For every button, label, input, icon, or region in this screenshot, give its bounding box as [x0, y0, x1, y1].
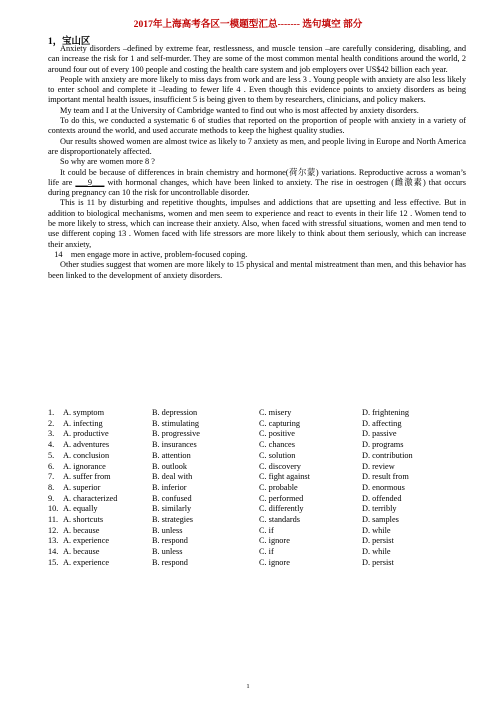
question-number: 5. [48, 450, 55, 460]
option-b: B. attention [152, 450, 191, 460]
option-d: D. terribly [362, 504, 397, 514]
option-c: C. chances [259, 440, 295, 450]
section-heading: 1，宝山区 [48, 37, 91, 47]
option-row [48, 440, 468, 451]
question-number: 14. [48, 547, 59, 557]
option-d: D. affecting [362, 418, 402, 428]
option-row [48, 429, 468, 440]
option-c: C. misery [259, 408, 292, 417]
question-number: 4. [48, 440, 55, 450]
question-number: 10. [48, 504, 59, 514]
option-row [48, 472, 468, 483]
option-b: B. similarly [152, 504, 192, 514]
option-c: C. ignore [259, 557, 290, 567]
paragraph-3: My team and I at the University of Cambridge wanted to find out who is most affected by anxiety disorders. [60, 105, 419, 115]
option-a: A. productive [63, 429, 109, 439]
option-c: C. if [259, 547, 274, 557]
option-row [48, 483, 468, 494]
option-b: B. insurances [152, 440, 197, 450]
option-b: B. unless [152, 547, 183, 557]
option-d: D. while [362, 547, 391, 557]
option-d: D. offended [362, 493, 402, 503]
option-d: D. persist [362, 536, 394, 546]
option-d: D. enormous [362, 482, 405, 492]
question-number: 1. [48, 408, 55, 417]
option-a: A. infecting [63, 418, 103, 428]
option-c: C. standards [259, 515, 301, 525]
paragraph-7-text: It could be because of differences in brain chemistry and hormone(荷尔蒙) variations. Reproductive across a woman’s life are [48, 167, 466, 187]
paragraph-10: Other studies suggest that women are more likely to 15 physical and mental mistreatment than men, and this behavior has been linked to the development of anxiety disorders. [48, 260, 466, 280]
option-a: A. adventures [63, 440, 110, 450]
question-number: 15. [48, 557, 59, 567]
blank-14: 14 [54, 249, 63, 259]
question-number: 3. [48, 429, 55, 439]
answer-options [48, 408, 468, 569]
option-row [48, 558, 468, 569]
option-b: B. progressive [152, 429, 200, 439]
paragraph-6: So why are women more 8 ? [60, 157, 155, 167]
option-b: B. stimulating [152, 418, 200, 428]
option-c: C. differently [259, 504, 304, 514]
option-row [48, 462, 468, 473]
option-row [48, 536, 468, 547]
paragraph-7 [48, 168, 466, 199]
option-row [48, 494, 468, 505]
question-number: 2. [48, 418, 55, 428]
document-title: 2017年上海高考各区一模题型汇总------- 选句填空 部分 [133, 19, 363, 30]
option-a: A. because [63, 525, 100, 535]
option-c: C. positive [259, 429, 295, 439]
option-a: A. superior [63, 482, 101, 492]
option-b: B. respond [152, 557, 188, 567]
paragraph-8: This is 11 by disturbing and repetitive thoughts, impulses and addictions that are upsetting and less effective. But in addition to biological mechanisms, women and men seem to experience and react to events in their life 12 . Women tend to be more likely to stress, which can increase their anxiety. Also, when faced with stressful situations, women and men tend to use different coping 13 . Women faced with life stressors are more likely to think about them seriously, which can increase their anxiety, [48, 198, 466, 249]
option-row [48, 515, 468, 526]
option-b: B. unless [152, 525, 183, 535]
option-b: B. strategies [152, 515, 194, 525]
option-c: C. if [259, 525, 274, 535]
option-a: A. because [63, 547, 100, 557]
option-a: A. shortcuts [63, 515, 104, 525]
cloze-passage [48, 44, 466, 281]
paragraph-9-text: men engage more in active, problem-focused coping. [70, 249, 248, 259]
option-d: D. persist [362, 557, 394, 567]
question-number: 11. [48, 515, 59, 525]
option-c: C. solution [259, 450, 296, 460]
option-a: A. suffer from [63, 472, 111, 482]
option-c: C. capturing [259, 418, 301, 428]
option-c: C. probable [259, 482, 298, 492]
option-c: C. ignore [259, 536, 290, 546]
option-a: A. experience [63, 557, 110, 567]
option-c: C. performed [259, 493, 304, 503]
question-number: 12. [48, 525, 59, 535]
option-b: B. deal with [152, 472, 193, 482]
option-a: A. symptom [63, 408, 105, 417]
paragraph-4: To do this, we conducted a systematic 6 of studies that reported on the proportion of people with anxiety in a variety of contexts around the world, and used accurate methods to keep the highest quality studies. [48, 116, 466, 136]
option-d: D. result from [362, 472, 409, 482]
option-row [48, 547, 468, 558]
option-d: D. programs [362, 440, 404, 450]
page-number: 1 [246, 683, 250, 690]
question-number: 8. [48, 482, 55, 492]
paragraph-7-cont: with hormonal changes, which have been linked to anxiety. The rise in oestrogen (雌激素) that occurs during pregnancy can 10 the risk for uncontrollable disorder. [48, 177, 466, 198]
option-b: B. outlook [152, 461, 188, 471]
option-b: B. confused [152, 493, 192, 503]
question-number: 13. [48, 536, 59, 546]
paragraph-2: People with anxiety are more likely to miss days from work and are less 3 . Young people with anxiety are also less likely to enter school and complete it –leading to fewer life 4 . Even though this evidence points to anxiety disorders as being important mental health issues, insufficient 5 is being given to them by researchers, clinicians, and policy makers. [48, 74, 466, 105]
option-d: D. passive [362, 429, 397, 439]
option-row [48, 419, 468, 430]
option-c: C. fight against [259, 472, 310, 482]
question-number: 6. [48, 461, 55, 471]
option-d: D. review [362, 461, 395, 471]
paragraph-1: Anxiety disorders –defined by extreme fear, restlessness, and muscle tension –are carefully considering, disabling, and can increase the risk for 1 and self-murder. They are some of the most common mental health conditions around the world, 2 around four out of every 100 people and costing the health care system and job employers over US$42 billion each year. [48, 44, 466, 74]
option-a: A. equally [63, 504, 98, 514]
blank-9: ___9___ [75, 177, 105, 187]
option-d: D. samples [362, 515, 399, 525]
paragraph-5: Our results showed women are almost twice as likely to 7 anxiety as men, and people living in Europe and North America are disproportionately affected. [48, 136, 466, 156]
option-d: D. frightening [362, 408, 410, 417]
option-d: D. contribution [362, 450, 413, 460]
paragraph-9 [48, 250, 466, 260]
question-number: 9. [48, 493, 55, 503]
option-row [48, 451, 468, 462]
option-b: B. depression [152, 408, 198, 417]
option-b: B. respond [152, 536, 188, 546]
option-a: A. ignorance [63, 461, 106, 471]
option-a: A. characterized [63, 493, 118, 503]
option-d: D. while [362, 525, 391, 535]
option-b: B. inferior [152, 482, 187, 492]
option-a: A. conclusion [63, 450, 110, 460]
option-row [48, 504, 468, 515]
question-number: 7. [48, 472, 55, 482]
option-a: A. experience [63, 536, 110, 546]
option-c: C. discovery [259, 461, 301, 471]
option-row [48, 526, 468, 537]
option-row [48, 408, 468, 419]
